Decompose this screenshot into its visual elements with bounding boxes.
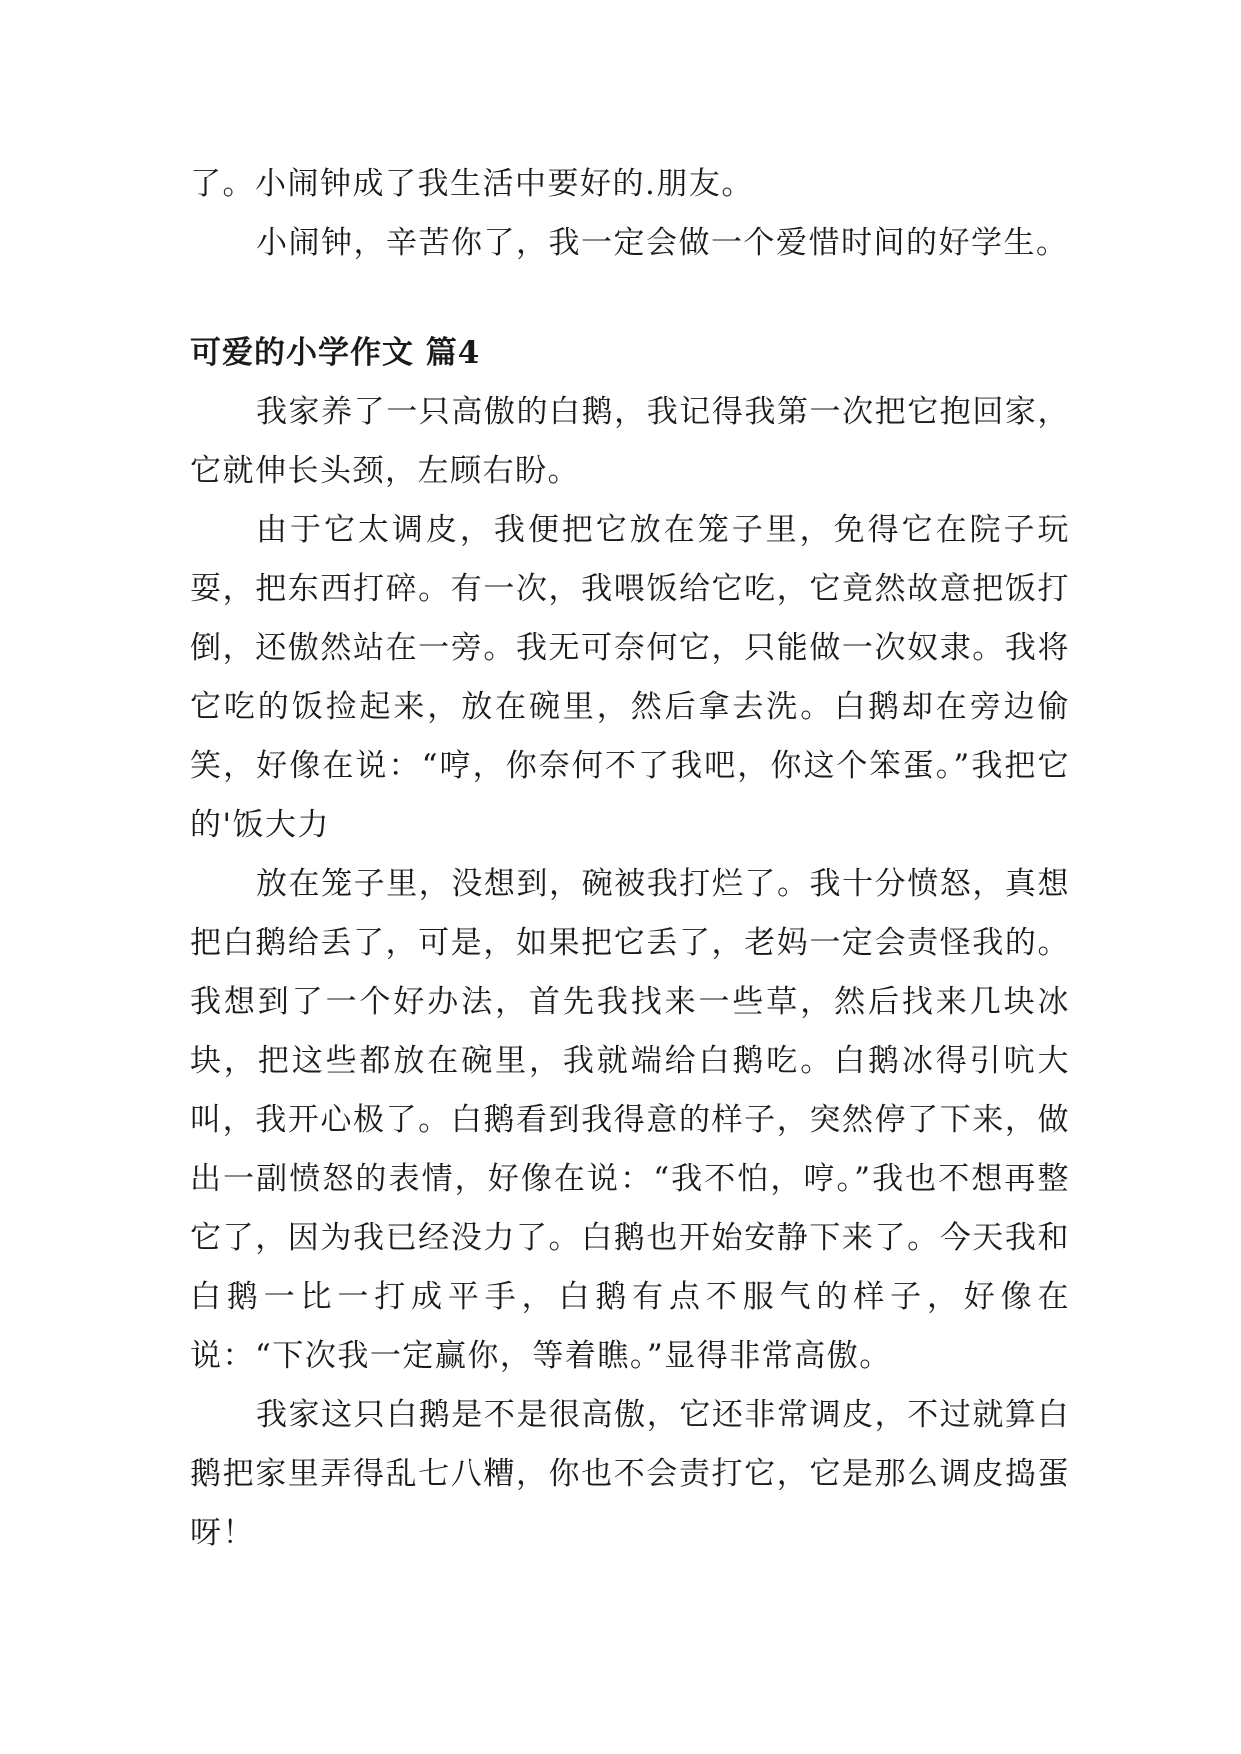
paragraph-goose-mischief: 由于它太调皮，我便把它放在笼子里，免得它在院子玩耍，把东西打碎。有一次，我喂饭给它吃，它竟然故意把饭打倒，还傲然站在一旁。我无可奈何它，只能做一次奴隶。我将它吃的饭捡起来，放在碗里，然后拿去洗。白鹅却在旁边偷笑，好像在说：“哼，你奈何不了我吧，你这个笨蛋。”我把它的'饭大力: [190, 512, 1070, 843]
paragraph-goose-conclusion: 我家这只白鹅是不是很高傲，它还非常调皮，不过就算白鹅把家里弄得乱七八糟，你也不会责打它，它是那么调皮捣蛋呀！: [190, 1397, 1070, 1551]
section-heading: 可爱的小学作文 篇4: [190, 335, 481, 371]
paragraph-goose-ice-trick: 放在笼子里，没想到，碗被我打烂了。我十分愤怒，真想把白鹅给丢了，可是，如果把它丢了，老妈一定会责怪我的。我想到了一个好办法，首先我找来一些草，然后找来几块冰块，把这些都放在碗里，我就端给白鹅吃。白鹅冰得引吭大叫，我开心极了。白鹅看到我得意的样子，突然停了下来，做出一副愤怒的表情，好像在说：“我不怕，哼。”我也不想再整它了，因为我已经没力了。白鹅也开始安静下来了。今天我和白鹅一比一打成平手，白鹅有点不服气的样子，好像在说：“下次我一定赢你，等着瞧。”显得非常高傲。: [190, 866, 1070, 1374]
paragraph-alarm-clock-conclusion: 小闹钟，辛苦你了，我一定会做一个爱惜时间的好学生。: [256, 225, 1069, 261]
paragraph-goose-intro: 我家养了一只高傲的白鹅，我记得我第一次把它抱回家，它就伸长头颈，左顾右盼。: [190, 394, 1070, 489]
paragraph-closing-fragment: 了。小闹钟成了我生活中要好的.朋友。: [190, 166, 754, 202]
document-body: [190, 155, 1070, 1563]
